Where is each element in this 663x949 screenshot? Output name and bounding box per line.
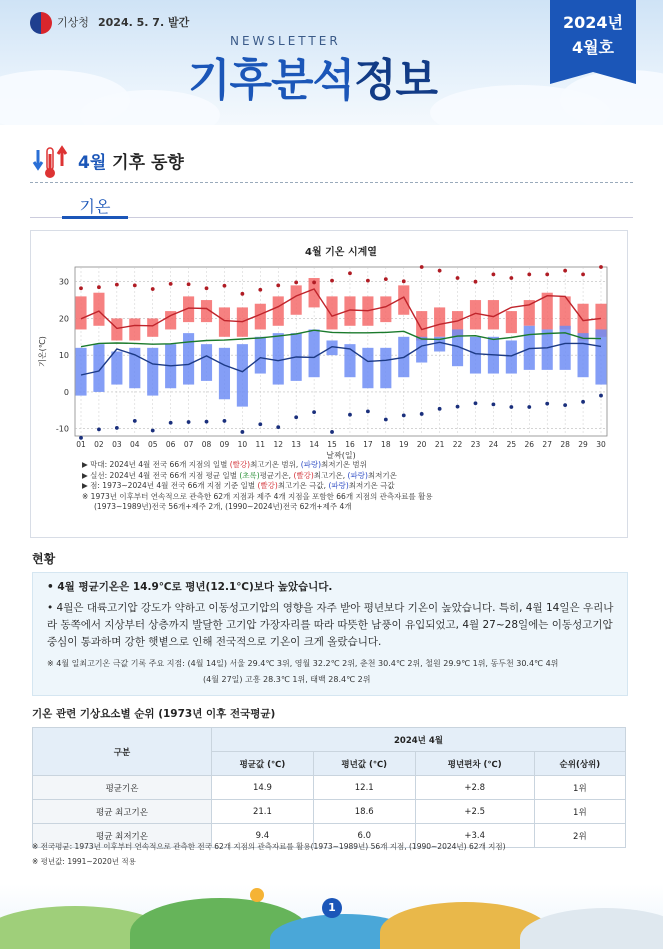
- record-low-point: [205, 420, 209, 424]
- title-part-a: 기후분석: [188, 55, 355, 106]
- status-bullet-1: • 4월 평균기온은 14.9℃로 평년(12.1℃)보다 높았습니다.: [47, 581, 333, 593]
- min-temp-range-bar: [416, 337, 427, 363]
- record-low-point: [402, 414, 406, 418]
- record-high-point: [509, 276, 513, 280]
- newsletter-label: NEWSLETTER: [230, 34, 341, 48]
- max-temp-range-bar: [273, 296, 284, 325]
- thermometer-icon: [32, 144, 72, 182]
- record-high-point: [438, 269, 442, 273]
- record-low-point: [474, 401, 478, 405]
- max-temp-range-bar: [219, 307, 230, 336]
- max-temp-range-bar: [416, 311, 427, 340]
- record-low-point: [438, 407, 442, 411]
- rank-table-header: 평균값 (℃): [212, 752, 314, 776]
- x-tick-label: 15: [327, 440, 337, 449]
- record-high-point: [133, 283, 137, 287]
- min-temp-range-bar: [219, 348, 230, 399]
- record-high-point: [456, 276, 460, 280]
- record-high-point: [312, 281, 316, 285]
- x-tick-label: 07: [183, 440, 194, 449]
- rank-table-col-group: 구분: [33, 728, 212, 776]
- footnote-normal: ※ 평년값: 1991~2020년 적용: [32, 857, 136, 866]
- status-note-2: (4월 27일) 고흥 28.3℃ 1위, 태백 28.4℃ 2위: [203, 675, 371, 684]
- record-low-point: [187, 420, 191, 424]
- record-low-point: [599, 394, 603, 398]
- issue-month: 4월호: [571, 38, 615, 57]
- record-high-point: [581, 272, 585, 276]
- y-axis-label: 기온(℃): [38, 336, 47, 367]
- record-high-point: [420, 265, 424, 269]
- record-high-point: [330, 279, 334, 283]
- y-tick-label: 30: [58, 277, 69, 287]
- x-tick-label: 17: [363, 440, 373, 449]
- record-low-point: [545, 402, 549, 406]
- rank-table-heading: 기온 관련 기상요소별 순위 (1973년 이후 전국평균): [32, 708, 276, 720]
- max-temp-range-bar: [380, 296, 391, 322]
- record-low-point: [258, 422, 262, 426]
- record-high-point: [474, 280, 478, 284]
- status-note-1: ※ 4월 일최고기온 극값 기록 주요 지점: (4월 14일) 서울 29.4℃ 3위, 영월 32.2℃ 2위, 춘천 30.4℃ 2위, 철원 29.9℃ 1위, 동두천 30.4℃ 4위: [47, 659, 559, 668]
- record-low-point: [563, 403, 567, 407]
- record-high-point: [348, 271, 352, 275]
- min-temp-range-bar: [362, 348, 373, 388]
- record-low-point: [527, 405, 531, 409]
- record-low-point: [223, 419, 227, 423]
- min-temp-range-bar: [595, 329, 606, 384]
- x-tick-label: 12: [273, 440, 284, 449]
- agency-logo-icon: [30, 12, 52, 34]
- min-temp-range-bar: [183, 333, 194, 384]
- status-heading: 현황: [32, 552, 56, 566]
- record-high-point: [187, 282, 191, 286]
- record-low-point: [97, 427, 101, 431]
- record-high-point: [276, 283, 280, 287]
- record-low-point: [79, 436, 83, 440]
- x-tick-label: 05: [147, 440, 158, 449]
- chart-title: 4월 기온 시계열: [305, 247, 377, 258]
- min-temp-range-bar: [309, 329, 320, 377]
- max-temp-range-bar: [147, 318, 158, 336]
- min-temp-range-bar: [93, 344, 104, 392]
- record-high-point: [492, 272, 496, 276]
- record-low-point: [330, 430, 334, 434]
- legend-remark-detail: (1973~1989년)전국 56개+제주 2개, (1990~2024년)전국 62개+제주 4개: [94, 502, 352, 511]
- table-row: 평균 최고기온 21.1 18.6 +2.5 1위: [33, 800, 626, 824]
- x-tick-label: 11: [255, 440, 266, 449]
- x-tick-label: 30: [596, 440, 606, 449]
- x-tick-label: 08: [201, 440, 212, 449]
- x-tick-label: 23: [470, 440, 481, 449]
- min-temp-range-bar: [506, 340, 517, 373]
- x-tick-label: 22: [452, 440, 463, 449]
- min-temp-range-bar: [380, 348, 391, 388]
- x-tick-label: 04: [130, 440, 140, 449]
- record-low-point: [366, 409, 370, 413]
- min-temp-range-bar: [542, 329, 553, 369]
- min-temp-range-bar: [237, 344, 248, 406]
- x-tick-label: 27: [542, 440, 552, 449]
- record-high-point: [97, 285, 101, 289]
- max-temp-range-bar: [291, 285, 302, 314]
- max-temp-range-bar: [129, 318, 140, 340]
- y-tick-label: -10: [55, 424, 69, 434]
- x-tick-label: 03: [112, 440, 122, 449]
- legend-note-bars: ▶ 막대: 2024년 4월 전국 66개 지점의 일별 (빨강)최고기온 범위, (파랑)최저기온 범위: [82, 460, 367, 469]
- x-tick-label: 10: [237, 440, 248, 449]
- record-high-point: [169, 282, 173, 286]
- x-tick-label: 06: [165, 440, 176, 449]
- x-tick-label: 09: [219, 440, 230, 449]
- legend-note-lines: ▶ 실선: 2024년 4월 전국 66개 지점 평균 일별 (초록)평균기온, (빨강)최고기온, (파랑)최저기온: [82, 470, 397, 480]
- record-high-point: [563, 269, 567, 273]
- section-divider: [30, 182, 633, 183]
- record-high-point: [294, 281, 298, 285]
- legend-remark: ※ 1973년 이후부터 연속적으로 관측한 62개 지점과 제주 4개 지점을 포함한 66개 지점의 관측자료를 활용: [82, 491, 433, 501]
- max-temp-range-bar: [524, 300, 535, 326]
- record-high-point: [240, 292, 244, 296]
- y-tick-label: 0: [63, 387, 69, 397]
- newsletter-header: [0, 0, 663, 125]
- y-tick-label: 20: [58, 314, 69, 324]
- min-temp-range-bar: [255, 337, 266, 374]
- x-tick-label: 29: [578, 440, 588, 449]
- max-temp-range-bar: [398, 285, 409, 314]
- record-high-point: [258, 288, 262, 292]
- record-low-point: [115, 426, 119, 430]
- rank-table: [32, 727, 626, 848]
- x-axis-label: 날짜(일): [326, 451, 356, 460]
- min-temp-range-bar: [147, 348, 158, 396]
- x-tick-label: 19: [398, 440, 409, 449]
- temperature-timeseries-chart: [31, 231, 627, 461]
- rank-table-header: 평년값 (℃): [313, 752, 415, 776]
- x-tick-label: 21: [434, 440, 445, 449]
- hill-decoration: [520, 908, 663, 949]
- page-number: 1: [322, 898, 342, 918]
- record-low-point: [348, 413, 352, 417]
- record-high-point: [402, 279, 406, 283]
- record-low-point: [240, 430, 244, 434]
- record-low-point: [509, 405, 513, 409]
- min-temp-range-bar: [273, 333, 284, 384]
- max-temp-range-bar: [326, 296, 337, 329]
- record-high-point: [115, 283, 119, 287]
- status-box: [32, 572, 628, 696]
- x-tick-label: 24: [488, 440, 499, 449]
- max-temp-range-bar: [75, 296, 86, 329]
- x-tick-label: 01: [76, 440, 86, 449]
- max-temp-range-bar: [111, 318, 122, 340]
- x-tick-label: 02: [94, 440, 104, 449]
- rank-table-header: 순위(상위): [534, 752, 625, 776]
- x-tick-label: 14: [309, 440, 319, 449]
- record-high-point: [151, 287, 155, 291]
- record-low-point: [420, 412, 424, 416]
- record-high-point: [545, 272, 549, 276]
- publication-date: 2024. 5. 7. 발간: [98, 16, 190, 29]
- record-high-point: [366, 279, 370, 283]
- chart-legend-notes: [82, 460, 602, 513]
- record-low-point: [151, 429, 155, 433]
- min-temp-range-bar: [470, 337, 481, 374]
- x-tick-label: 25: [506, 440, 517, 449]
- record-high-point: [79, 286, 83, 290]
- agency-name: 기상청: [57, 16, 89, 29]
- min-temp-range-bar: [75, 348, 86, 396]
- record-low-point: [581, 400, 585, 404]
- section-title-rest: 기후 동향: [106, 153, 184, 173]
- x-tick-label: 20: [416, 440, 427, 449]
- record-low-point: [133, 419, 137, 423]
- x-tick-label: 18: [381, 440, 391, 449]
- x-tick-label: 26: [524, 440, 535, 449]
- rank-table-header: 평년편차 (℃): [415, 752, 534, 776]
- table-row: 평균기온 14.9 12.1 +2.8 1위: [33, 776, 626, 800]
- issue-badge: [550, 0, 636, 72]
- mean-min-temp-line: [81, 342, 601, 375]
- record-low-point: [384, 418, 388, 422]
- legend-note-dots: ▶ 점: 1973~2024년 4월 전국 66개 지점 기준 일별 (빨강)최고기온 극값, (파랑)최저기온 극값: [82, 481, 395, 490]
- min-temp-range-bar: [111, 352, 122, 385]
- status-bullet-2: • 4월은 대륙고기압 강도가 약하고 이동성고기압의 영향을 자주 받아 평년보다 기온이 높았습니다. 특히, 4월 14일은 우리나라 동쪽에서 지상부터 상층까지 발달한 고기압 가장자리를 따라 따뜻한 남풍이 유입되었고, 4월 27~28일에는 이동성고기압 중심이 통과하며 강한 햇볕으로 인해 전국적으로 기온이 크게 올랐습니다.: [47, 602, 614, 648]
- mean-max-temp-line: [81, 289, 601, 330]
- tab-active-indicator: [62, 216, 128, 219]
- sun-icon: [250, 888, 264, 902]
- record-high-point: [384, 277, 388, 281]
- x-tick-label: 16: [345, 440, 355, 449]
- section-header: [30, 142, 633, 180]
- newsletter-title: [188, 44, 437, 108]
- title-part-b: 정보: [354, 55, 438, 106]
- x-tick-label: 28: [560, 440, 570, 449]
- footnote-national-average: ※ 전국평균: 1973년 이후부터 연속적으로 관측한 전국 62개 지점의 관측자료를 활용(1973~1989년) 56개 지점, (1990~2024년) 62개 지점): [32, 842, 506, 851]
- min-temp-range-bar: [201, 344, 212, 381]
- mean-temp-line: [81, 330, 601, 347]
- min-temp-range-bar: [578, 333, 589, 377]
- issue-year: 2024년: [563, 13, 623, 32]
- record-low-point: [276, 425, 280, 429]
- table-row: 평균 최저기온 9.4 6.0 +3.4 2위: [33, 824, 626, 848]
- max-temp-range-bar: [93, 293, 104, 326]
- y-tick-label: 10: [58, 351, 69, 361]
- rank-table-period: 2024년 4월: [212, 728, 626, 752]
- record-low-point: [169, 421, 173, 425]
- record-high-point: [527, 272, 531, 276]
- max-temp-range-bar: [506, 311, 517, 333]
- record-low-point: [492, 403, 496, 407]
- tab-temperature[interactable]: 기온: [79, 197, 111, 216]
- section-title: [78, 148, 184, 173]
- record-high-point: [599, 265, 603, 269]
- record-high-point: [223, 284, 227, 288]
- record-low-point: [456, 405, 460, 409]
- x-tick-label: 13: [291, 440, 301, 449]
- section-title-month: 4월: [78, 153, 107, 173]
- record-low-point: [312, 410, 316, 414]
- record-low-point: [294, 415, 298, 419]
- record-high-point: [205, 286, 209, 290]
- max-temp-range-bar: [434, 307, 445, 336]
